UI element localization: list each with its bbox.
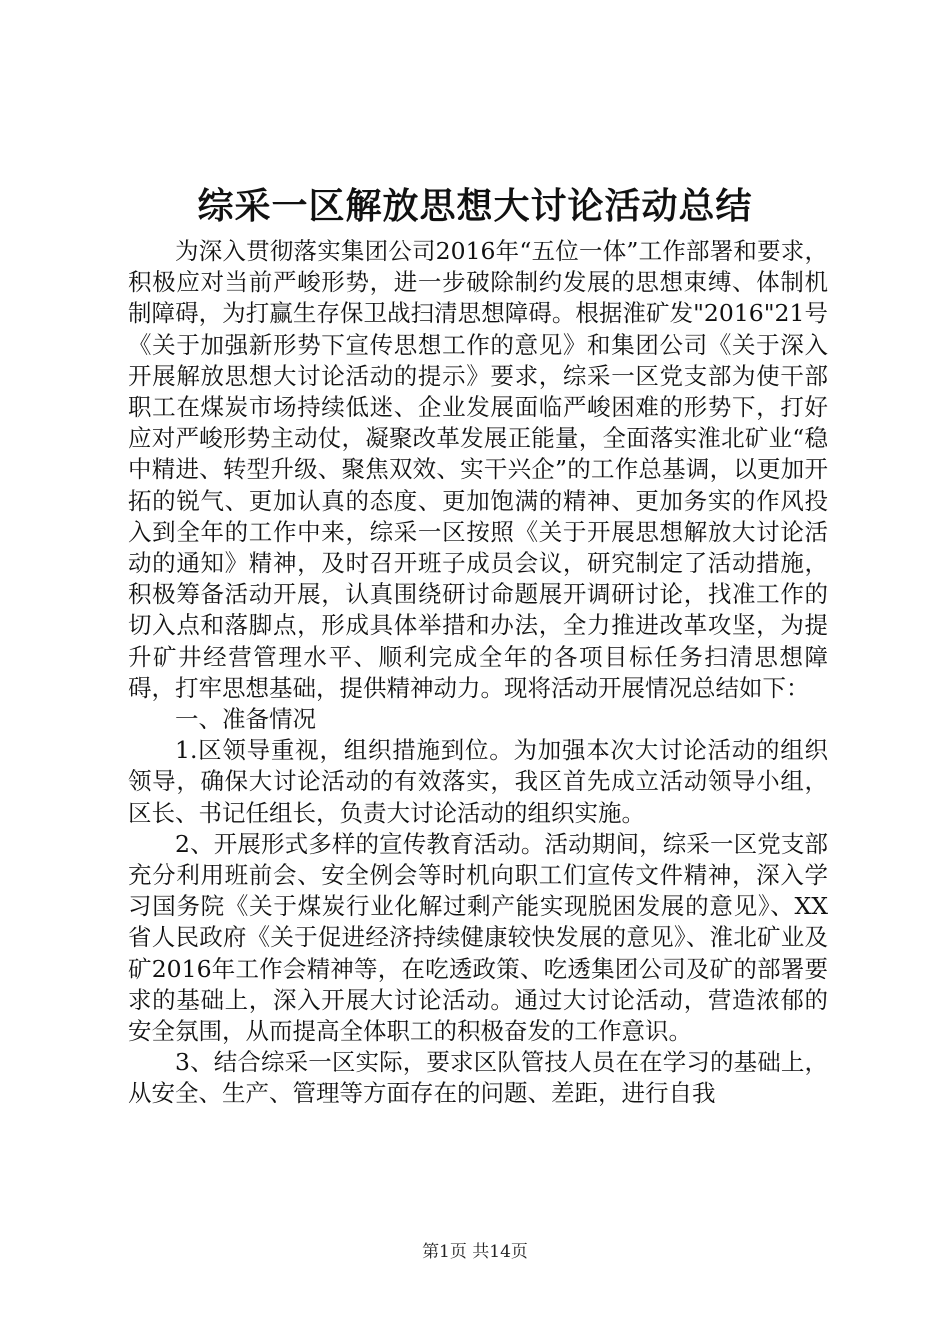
document-body <box>128 236 828 1110</box>
section-heading-preparation: 一、准备情况 <box>175 705 316 734</box>
paragraph-item-2: 2、开展形式多样的宣传教育活动。活动期间，综采一区党支部充分利用班前会、安全例会等时机向职工们宣传文件精神，深入学习国务院《关于煤炭行业化解过剩产能实现脱困发展的意见》、XX省人民政府《关于促进经济持续健康较快发展的意见》、淮北矿业及矿2016年工作会精神等，在吃透政策、吃透集团公司及矿的部署要求的基础上，深入开展大讨论活动。通过大讨论活动，营造浓郁的安全氛围，从而提高全体职工的积极奋发的工作意识。 <box>128 829 828 1046</box>
paragraph-item-1: 1.区领导重视，组织措施到位。为加强本次大讨论活动的组织领导，确保大讨论活动的有效落实，我区首先成立活动领导小组，区长、书记任组长，负责大讨论活动的组织实施。 <box>128 736 828 827</box>
page-footer: 第1页 共14页 <box>422 1242 528 1262</box>
paragraph-item-3: 3、结合综采一区实际，要求区队管技人员在在学习的基础上，从安全、生产、管理等方面存在的问题、差距，进行自我 <box>128 1048 828 1108</box>
intro-paragraph: 为深入贯彻落实集团公司2016年“五位一体”工作部署和要求，积极应对当前严峻形势，进一步破除制约发展的思想束缚、体制机制障碍，为打赢生存保卫战扫清思想障碍。根据淮矿发"2016"21号《关于加强新形势下宣传思想工作的意见》和集团公司《关于深入开展解放思想大讨论活动的提示》要求，综采一区党支部为使干部职工在煤炭市场持续低迷、企业发展面临严峻困难的形势下，打好应对严峻形势主动仗，凝聚改革发展正能量，全面落实淮北矿业“稳中精进、转型升级、聚焦双效、实干兴企”的工作总基调，以更加开拓的锐气、更加认真的态度、更加饱满的精神、更加务实的作风投入到全年的工作中来，综采一区按照《关于开展思想解放大讨论活动的通知》精神，及时召开班子成员会议，研究制定了活动措施，积极筹备活动开展，认真围绕研讨命题展开调研讨论，找准工作的切入点和落脚点，形成具体举措和办法，全力推进改革攻坚，为提升矿井经营管理水平、顺利完成全年的各项目标任务扫清思想障碍，打牢思想基础，提供精神动力。现将活动开展情况总结如下： <box>128 237 828 702</box>
document-title: 综采一区解放思想大讨论活动总结 <box>197 185 753 227</box>
